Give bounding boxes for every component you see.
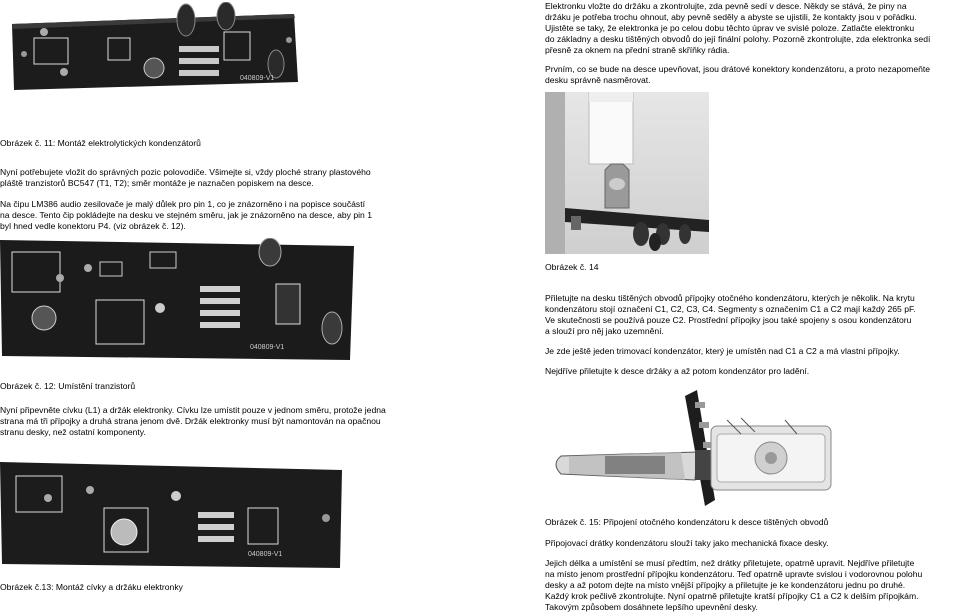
text-line: Přiletujte na desku tištěných obvodů přípojky otočného kondenzátoru, kterých je několik. Na krytu (545, 293, 915, 303)
text-line: držáku je potřeba trochu ohnout, aby pevně seděly a abyste se ujistili, že kontakty jsou v pořádku. (545, 12, 917, 22)
text-line: Každý krok pečlivě zkontrolujte. Nyní opatrně přiletujte kratší přípojky C1 a C2 k delším přípojkám. (545, 591, 919, 601)
figure-14-photo (545, 92, 709, 254)
text-line: Takovým způsobem dosáhnete lepšího upevnění desky. (545, 602, 758, 612)
text-line: desky a až potom dejte na místo vnější přípojky a přiletujte je ke kondenzátoru jednu po druhé. (545, 580, 906, 590)
right-paragraph-5: Nejdříve přiletujte k desce držáky a až potom kondenzátor pro ladění. (545, 366, 810, 376)
text-line: kondenzátoru stojí označení C1, C2, C3, C4. Segmenty s označením C1 a C2 mají každý 265 pF. (545, 304, 916, 314)
caption-figure-12: Obrázek č. 12: Umístění tranzistorů (0, 381, 136, 391)
caption-figure-11: Obrázek č. 11: Montáž elektrolytických kondenzátorů (0, 138, 201, 148)
right-paragraph-4: Je zde ještě jeden trimovací kondenzátor, který je umístěn nad C1 a C2 a má vlastní přípojky. (545, 346, 900, 356)
text-line: Ujistěte se taky, že elektronka je po celou dobu těchto úprav ve svislé poloze. Zatlačte elektronku (545, 23, 915, 33)
text-line: Jejich délka a umístění se musí předtím, než drátky přiletujete, opatrně upravit. Nejdříve přiletujte (545, 558, 915, 568)
figure-11-photo (4, 2, 304, 96)
right-paragraph-6: Připojovací drátky kondenzátoru slouží taky jako mechanická fixace desky. (545, 538, 829, 548)
text-line: Nyní potřebujete vložit do správných pozic polovodiče. Všimejte si, vždy ploché strany plastového (0, 167, 371, 177)
caption-figure-14: Obrázek č. 14 (545, 262, 599, 272)
text-line: pláště tranzistorů BC547 (T1, T2); směr montáže je naznačen popiskem na desce. (0, 178, 314, 188)
figure-15-photo (545, 382, 959, 510)
text-line: strana má tři přípojky a druhá strana jenom dvě. Držák elektronky musí být namontován na opačnou (0, 416, 381, 426)
caption-figure-15: Obrázek č. 15: Připojení otočného kondenzátoru k desce tištěných obvodů (545, 517, 829, 527)
text-line: Nyní připevněte cívku (L1) a držák elektronky. Cívku lze umístit pouze v jednom směru, protože jedna (0, 405, 386, 415)
pcb-label: 040809-V1 (248, 551, 283, 558)
caption-figure-13: Obrázek č.13: Montáž cívky a držáku elektronky (0, 582, 183, 592)
text-line: a slouží pro něj jako uzemnění. (545, 326, 664, 336)
text-line: byl hned vedle konektoru P4. (viz obrázek č. 12). (0, 221, 186, 231)
pcb-label: 040809-V1 (250, 344, 285, 351)
text-line: Prvním, co se bude na desce upevňovat, jsou drátové konektory kondenzátoru, a proto nezapomeňte (545, 64, 931, 74)
text-line: do základny a desku tištěných obvodů do její finální polohy. Pozorně zkontrolujte, zda elektronka sedí (545, 34, 931, 44)
pcb-label: 040809-V1 (240, 75, 275, 82)
figure-12-photo (0, 238, 355, 366)
text-line: na místo jenom prostřední přípojku kondenzátoru. Teď opatrně upravte svislou i vodorovnou polohu (545, 569, 923, 579)
text-line: stranu desky, než ostatní komponenty. (0, 427, 146, 437)
text-line: Na čipu LM386 audio zesilovače je malý důlek pro pin 1, co je znázorněno i na popisce součástí (0, 199, 365, 209)
text-line: přesně za oknem na přední straně skříňky rádia. (545, 45, 730, 55)
figure-13-photo (0, 458, 345, 574)
text-line: Elektronku vložte do držáku a zkontrolujte, zda pevně sedí v desce. Někdy se stává, že piny na (545, 1, 907, 11)
text-line: na desce. Tento čip pokládejte na desku ve stejném směru, jak je znázorněno na desce, aby pin 1 (0, 210, 372, 220)
text-line: desku správně nasměrovat. (545, 75, 651, 85)
text-line: Ve skutečnosti se používá pouze C2. Prostřední přípojky jsou také spojeny s osou kondenzátoru (545, 315, 912, 325)
